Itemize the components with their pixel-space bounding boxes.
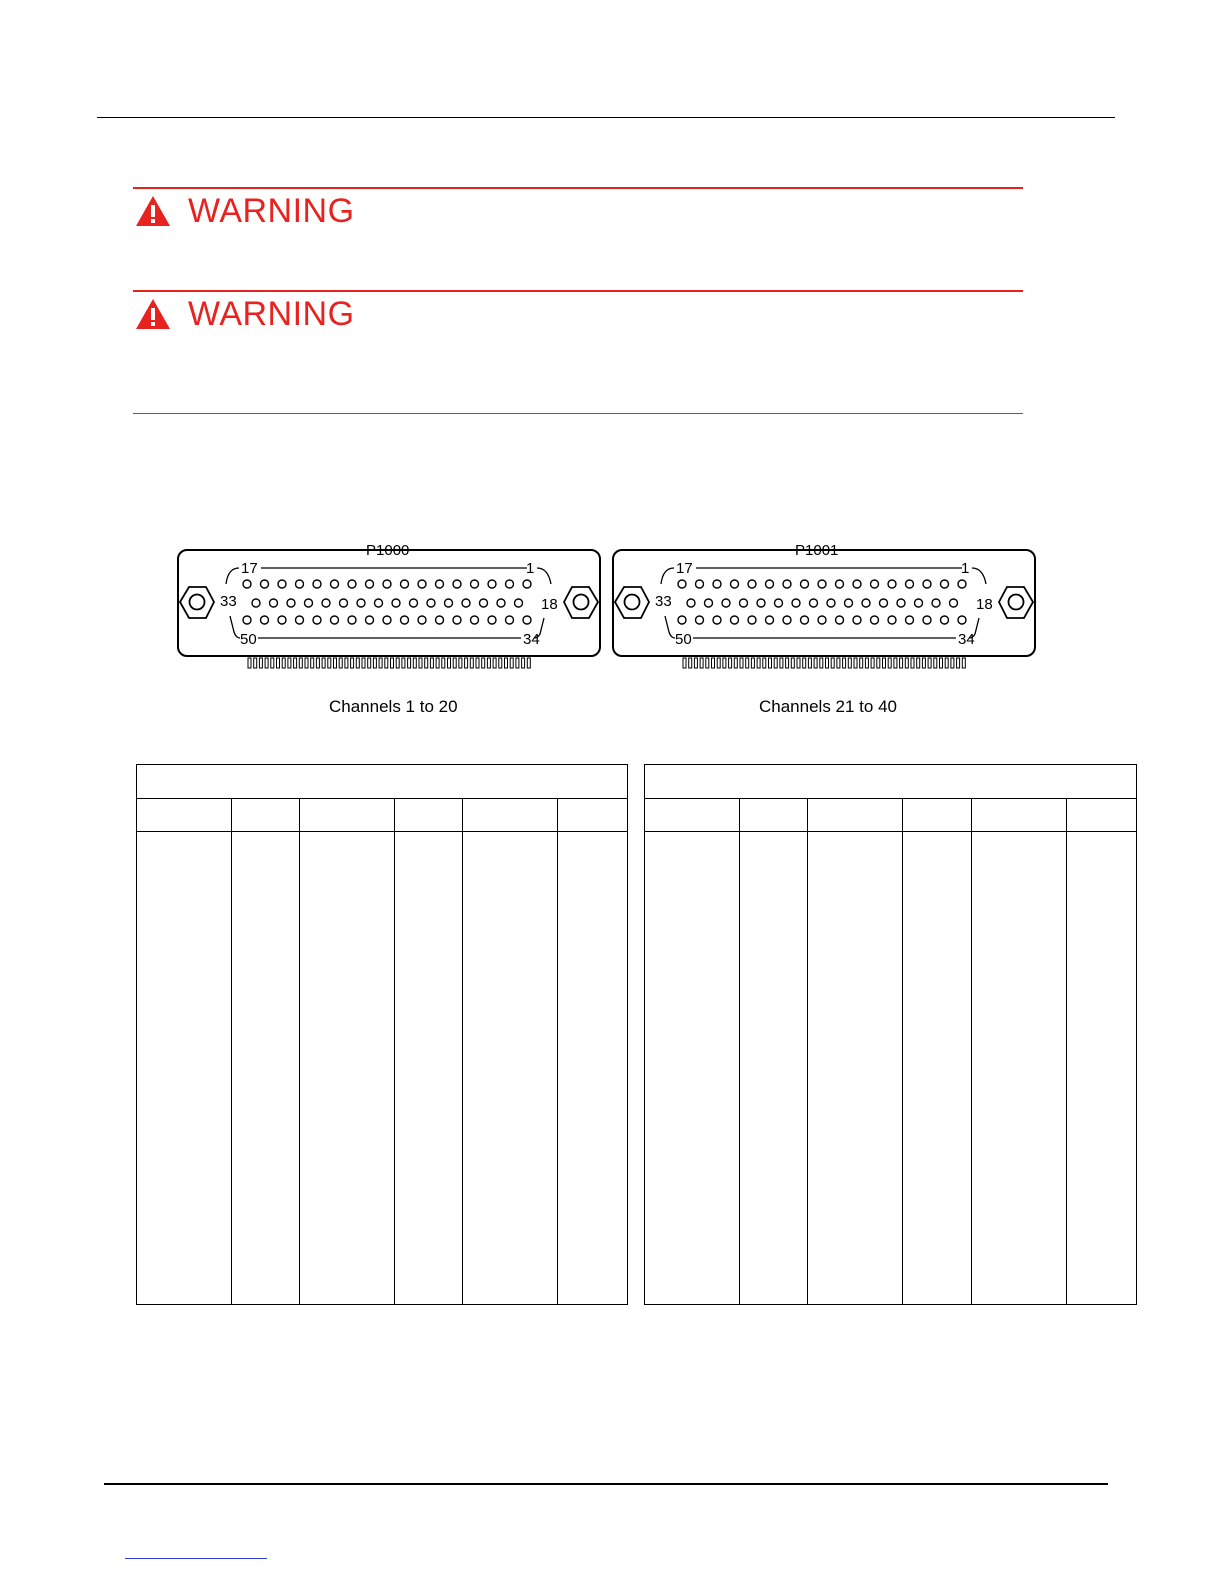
solder-tail (368, 658, 371, 668)
pin-hole (853, 580, 861, 588)
column-header (972, 799, 1067, 832)
pin-hole (436, 616, 444, 624)
pin-hole (357, 599, 365, 607)
pin-hole (287, 599, 295, 607)
pin-hole (322, 599, 330, 607)
solder-tail (928, 658, 931, 668)
table-column-body (395, 832, 463, 1305)
pin-label-18: 18 (976, 596, 993, 613)
solder-tail (288, 658, 291, 668)
column-header (740, 799, 808, 832)
pin-hole (488, 580, 496, 588)
solder-tail (527, 658, 530, 668)
pin-hole (705, 599, 713, 607)
pin-hole (766, 580, 774, 588)
solder-tail (746, 658, 749, 668)
solder-tail (482, 658, 485, 668)
solder-tail (294, 658, 297, 668)
pin-table-p1000 (136, 764, 628, 1305)
pin-label-34: 34 (958, 631, 975, 648)
pin-label-1: 1 (961, 560, 970, 577)
pin-hole (923, 616, 931, 624)
solder-tail (700, 658, 703, 668)
pin-hole (261, 616, 269, 624)
pin-table-p1001 (644, 764, 1137, 1305)
solder-tail (436, 658, 439, 668)
solder-tail (723, 658, 726, 668)
solder-tail (683, 658, 686, 668)
pin-hole (453, 580, 461, 588)
pin-hole (506, 580, 514, 588)
solder-tail (305, 658, 308, 668)
table-title-cell (137, 765, 628, 799)
solder-tail (888, 658, 891, 668)
pin-hole (906, 580, 914, 588)
pin-label-17: 17 (676, 560, 693, 577)
table-column-body (463, 832, 558, 1305)
solder-tail (837, 658, 840, 668)
solder-tail (883, 658, 886, 668)
pin-hole (348, 580, 356, 588)
pin-outline (661, 550, 986, 638)
table-column-body (903, 832, 972, 1305)
pin-label-33: 33 (655, 593, 672, 610)
solder-tail (259, 658, 262, 668)
solder-tail (951, 658, 954, 668)
solder-tail (820, 658, 823, 668)
pin-hole (906, 616, 914, 624)
solder-tail (791, 658, 794, 668)
solder-tail (934, 658, 937, 668)
pin-hole (410, 599, 418, 607)
pin-hole (523, 616, 531, 624)
pin-hole (766, 616, 774, 624)
pin-hole (340, 599, 348, 607)
solder-tail (740, 658, 743, 668)
solder-tail (385, 658, 388, 668)
pin-hole (827, 599, 835, 607)
pin-hole (836, 616, 844, 624)
solder-tail (871, 658, 874, 668)
pin-hole (748, 580, 756, 588)
pin-hole (523, 580, 531, 588)
solder-tails (683, 658, 965, 668)
pin-hole (401, 580, 409, 588)
pin-outline (226, 550, 551, 638)
pin-hole (731, 580, 739, 588)
solder-tail (408, 658, 411, 668)
solder-tails (248, 658, 530, 668)
pin-hole (757, 599, 765, 607)
solder-tail (277, 658, 280, 668)
solder-tail (510, 658, 513, 668)
pin-hole (453, 616, 461, 624)
pin-row-top (243, 580, 531, 588)
table-column-body (137, 832, 232, 1305)
pin-hole (748, 616, 756, 624)
pin-row-top (678, 580, 966, 588)
pin-label-18: 18 (541, 596, 558, 613)
pin-hole (313, 616, 321, 624)
connector-caption-p1000: Channels 1 to 20 (329, 697, 458, 716)
solder-tail (808, 658, 811, 668)
mounting-screw-left (180, 587, 214, 618)
pin-hole (880, 599, 888, 607)
warning-block-2 (133, 290, 1023, 350)
pin-hole (366, 616, 374, 624)
warning-triangle-icon (135, 298, 171, 330)
pin-hole (418, 580, 426, 588)
pin-hole (783, 616, 791, 624)
pin-label-1: 1 (526, 560, 535, 577)
pin-hole (471, 616, 479, 624)
solder-tail (814, 658, 817, 668)
table-title-cell (645, 765, 1137, 799)
solder-tail (345, 658, 348, 668)
pin-hole (375, 599, 383, 607)
pin-hole (740, 599, 748, 607)
solder-tail (356, 658, 359, 668)
pin-hole (436, 580, 444, 588)
solder-tail (757, 658, 760, 668)
pin-label-17: 17 (241, 560, 258, 577)
column-header (808, 799, 903, 832)
pin-hole (792, 599, 800, 607)
solder-tail (425, 658, 428, 668)
table-column-body (1067, 832, 1137, 1305)
pin-hole (888, 580, 896, 588)
pin-hole (445, 599, 453, 607)
pin-hole (897, 599, 905, 607)
solder-tail (322, 658, 325, 668)
solder-tail (339, 658, 342, 668)
pin-hole (471, 580, 479, 588)
pin-hole (888, 616, 896, 624)
column-header (395, 799, 463, 832)
solder-tail (282, 658, 285, 668)
pin-hole (696, 580, 704, 588)
solder-tail (911, 658, 914, 668)
solder-tail (900, 658, 903, 668)
column-header (645, 799, 740, 832)
solder-tail (940, 658, 943, 668)
pin-hole (515, 599, 523, 607)
solder-tail (717, 658, 720, 668)
solder-tail (334, 658, 337, 668)
solder-tail (391, 658, 394, 668)
pin-hole (871, 580, 879, 588)
pin-hole (783, 580, 791, 588)
solder-tail (854, 658, 857, 668)
solder-tail (706, 658, 709, 668)
table-column-body (972, 832, 1067, 1305)
pin-hole (722, 599, 730, 607)
solder-tail (248, 658, 251, 668)
solder-tail (402, 658, 405, 668)
solder-tail (419, 658, 422, 668)
pin-hole (506, 616, 514, 624)
pin-hole (687, 599, 695, 607)
pin-hole (836, 580, 844, 588)
solder-tail (487, 658, 490, 668)
solder-tail (311, 658, 314, 668)
pin-hole (818, 580, 826, 588)
pin-hole (950, 599, 958, 607)
pin-hole (366, 580, 374, 588)
table-column-body (645, 832, 740, 1305)
warning-end-rule (133, 413, 1023, 414)
mounting-screw-right (564, 587, 598, 618)
mounting-screw-right (999, 587, 1033, 618)
connector-p1000-diagram (174, 538, 604, 673)
pin-label-34: 34 (523, 631, 540, 648)
table-column-body (740, 832, 808, 1305)
solder-tail (465, 658, 468, 668)
pin-hole (296, 616, 304, 624)
pin-hole (497, 599, 505, 607)
warning-rule (133, 290, 1023, 292)
pin-hole (958, 616, 966, 624)
table-column-body (232, 832, 300, 1305)
pin-hole (713, 580, 721, 588)
solder-tail (751, 658, 754, 668)
pin-hole (958, 580, 966, 588)
column-header (232, 799, 300, 832)
pin-hole (862, 599, 870, 607)
pin-hole (941, 580, 949, 588)
footer-link[interactable] (125, 1558, 267, 1559)
column-header (463, 799, 558, 832)
solder-tail (865, 658, 868, 668)
pin-row-bottom (678, 616, 966, 624)
warning-rule (133, 187, 1023, 189)
pin-hole (418, 616, 426, 624)
pin-label-33: 33 (220, 593, 237, 610)
solder-tail (470, 658, 473, 668)
warning-triangle-icon (135, 195, 171, 227)
solder-tail (729, 658, 732, 668)
solder-tail (774, 658, 777, 668)
connector-name: P1001 (795, 542, 839, 559)
solder-tail (797, 658, 800, 668)
pin-hole (696, 616, 704, 624)
pin-hole (427, 599, 435, 607)
pin-hole (305, 599, 313, 607)
solder-tail (271, 658, 274, 668)
column-header (300, 799, 395, 832)
solder-tail (734, 658, 737, 668)
solder-tail (328, 658, 331, 668)
solder-tail (459, 658, 462, 668)
pin-hole (313, 580, 321, 588)
solder-tail (780, 658, 783, 668)
pin-hole (853, 616, 861, 624)
table-column-body (300, 832, 395, 1305)
warning-title: WARNING (188, 192, 355, 230)
pin-hole (810, 599, 818, 607)
solder-tail (351, 658, 354, 668)
pin-hole (932, 599, 940, 607)
solder-tail (516, 658, 519, 668)
column-header (137, 799, 232, 832)
pin-hole (401, 616, 409, 624)
table-column-body (808, 832, 903, 1305)
solder-tail (316, 658, 319, 668)
warning-title: WARNING (188, 295, 355, 333)
solder-tail (453, 658, 456, 668)
pin-hole (678, 580, 686, 588)
pin-hole (801, 616, 809, 624)
connector-p1001-diagram (609, 538, 1039, 673)
solder-tail (763, 658, 766, 668)
pin-hole (243, 616, 251, 624)
pin-hole (383, 616, 391, 624)
pin-hole (462, 599, 470, 607)
pin-hole (923, 580, 931, 588)
solder-tail (694, 658, 697, 668)
solder-tail (826, 658, 829, 668)
solder-tail (922, 658, 925, 668)
solder-tail (448, 658, 451, 668)
solder-tail (396, 658, 399, 668)
pin-hole (915, 599, 923, 607)
pin-row-bottom (243, 616, 531, 624)
solder-tail (905, 658, 908, 668)
pin-label-50: 50 (240, 631, 257, 648)
solder-tail (430, 658, 433, 668)
pin-hole (261, 580, 269, 588)
solder-tail (413, 658, 416, 668)
solder-tail (877, 658, 880, 668)
warning-block-1 (133, 187, 1023, 247)
pin-hole (480, 599, 488, 607)
solder-tail (957, 658, 960, 668)
pin-hole (270, 599, 278, 607)
solder-tail (299, 658, 302, 668)
column-header (558, 799, 628, 832)
column-header (903, 799, 972, 832)
solder-tail (843, 658, 846, 668)
pin-hole (243, 580, 251, 588)
pin-hole (488, 616, 496, 624)
pin-hole (383, 580, 391, 588)
pin-hole (331, 616, 339, 624)
solder-tail (362, 658, 365, 668)
solder-tail (786, 658, 789, 668)
solder-tail (894, 658, 897, 668)
solder-tail (379, 658, 382, 668)
pin-label-50: 50 (675, 631, 692, 648)
pin-hole (818, 616, 826, 624)
header-rule (97, 117, 1115, 118)
pin-hole (801, 580, 809, 588)
pin-hole (713, 616, 721, 624)
solder-tail (962, 658, 965, 668)
footer-rule (104, 1483, 1108, 1485)
pin-hole (252, 599, 260, 607)
column-header (1067, 799, 1137, 832)
pin-hole (278, 580, 286, 588)
pin-hole (392, 599, 400, 607)
solder-tail (493, 658, 496, 668)
solder-tail (831, 658, 834, 668)
solder-tail (848, 658, 851, 668)
solder-tail (254, 658, 257, 668)
table-column-body (558, 832, 628, 1305)
pin-row-middle (687, 599, 958, 607)
connector-caption-p1001: Channels 21 to 40 (759, 697, 897, 716)
solder-tail (712, 658, 715, 668)
pin-hole (296, 580, 304, 588)
solder-tail (769, 658, 772, 668)
pin-hole (348, 616, 356, 624)
pin-row-middle (252, 599, 523, 607)
mounting-screw-left (615, 587, 649, 618)
pin-hole (731, 616, 739, 624)
pin-hole (845, 599, 853, 607)
pin-hole (871, 616, 879, 624)
pin-hole (678, 616, 686, 624)
solder-tail (803, 658, 806, 668)
connector-name: P1000 (366, 542, 410, 559)
solder-tail (505, 658, 508, 668)
solder-tail (945, 658, 948, 668)
solder-tail (917, 658, 920, 668)
pin-hole (331, 580, 339, 588)
solder-tail (442, 658, 445, 668)
solder-tail (689, 658, 692, 668)
solder-tail (476, 658, 479, 668)
solder-tail (265, 658, 268, 668)
pin-hole (278, 616, 286, 624)
solder-tail (860, 658, 863, 668)
pin-hole (941, 616, 949, 624)
pin-hole (775, 599, 783, 607)
solder-tail (373, 658, 376, 668)
solder-tail (499, 658, 502, 668)
solder-tail (522, 658, 525, 668)
